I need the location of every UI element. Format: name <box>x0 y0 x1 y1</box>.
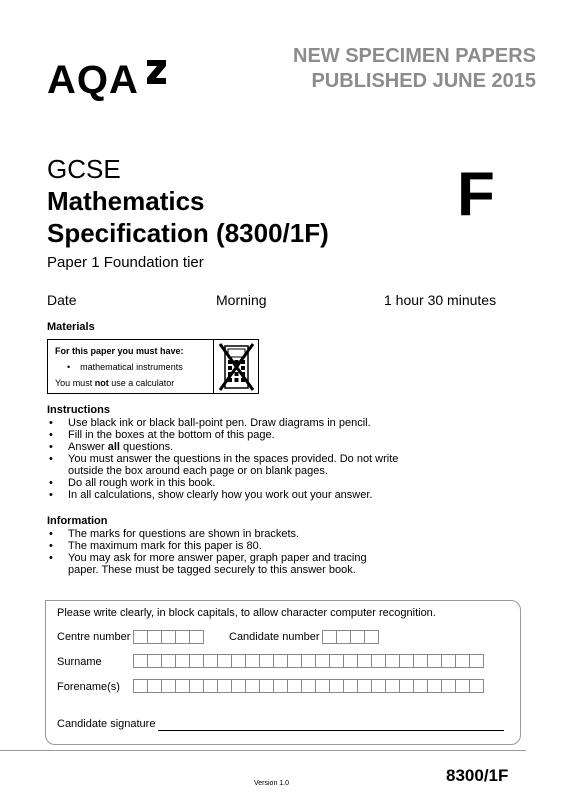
subject-title-line-1: Mathematics <box>47 186 205 216</box>
character-cell[interactable] <box>371 679 386 693</box>
character-cell[interactable] <box>301 679 316 693</box>
character-cell[interactable] <box>245 654 260 668</box>
character-cell[interactable] <box>469 679 484 693</box>
character-cell[interactable] <box>441 654 456 668</box>
character-cell[interactable] <box>357 679 372 693</box>
instructions-heading: Instructions <box>47 404 110 416</box>
banner-line-2: PUBLISHED JUNE 2015 <box>311 70 536 92</box>
specimen-banner <box>293 44 536 94</box>
character-cell[interactable] <box>357 654 372 668</box>
character-cell[interactable] <box>273 654 288 668</box>
instruction-item: • Use black ink or black ball-point pen. Draw diagrams in pencil. <box>47 417 407 429</box>
character-cell[interactable] <box>329 654 344 668</box>
character-cell[interactable] <box>427 654 442 668</box>
surname-label: Surname <box>57 656 102 668</box>
character-cell[interactable] <box>399 679 414 693</box>
information-item: • You may ask for more answer paper, graph paper and tracing paper. These must be tagged securely to this answer book. <box>47 552 397 576</box>
centre-number-label: Centre number <box>57 631 131 643</box>
character-cell[interactable] <box>217 679 232 693</box>
logo-flag-icon <box>144 58 170 86</box>
character-cell[interactable] <box>133 654 148 668</box>
footer-rule <box>0 750 526 751</box>
character-cell[interactable] <box>203 679 218 693</box>
character-cell[interactable] <box>469 654 484 668</box>
character-cell[interactable] <box>287 679 302 693</box>
exam-info-row <box>47 292 507 312</box>
character-cell[interactable] <box>315 679 330 693</box>
surname-boxes[interactable] <box>133 654 483 668</box>
no-calculator-icon <box>213 340 258 393</box>
candidate-number-boxes[interactable] <box>322 630 378 644</box>
materials-item: • mathematical instruments <box>79 362 213 372</box>
character-cell[interactable] <box>203 654 218 668</box>
subject-title-line-2: Specification (8300/1F) <box>47 218 329 248</box>
character-cell[interactable] <box>231 654 246 668</box>
character-cell[interactable] <box>413 654 428 668</box>
signature-label: Candidate signature <box>57 718 156 730</box>
duration: 1 hour 30 minutes <box>384 292 497 308</box>
instruction-item: • You must answer the questions in the spaces provided. Do not write outside the box around each page or on blank pages. <box>47 453 407 477</box>
character-cell[interactable] <box>455 679 470 693</box>
character-cell[interactable] <box>175 630 190 644</box>
character-cell[interactable] <box>259 654 274 668</box>
character-cell[interactable] <box>133 679 148 693</box>
instructions-list <box>47 417 407 501</box>
signature-line[interactable] <box>158 730 504 731</box>
character-cell[interactable] <box>399 654 414 668</box>
logo-text: AQA <box>47 58 139 102</box>
character-cell[interactable] <box>455 654 470 668</box>
character-cell[interactable] <box>189 679 204 693</box>
character-cell[interactable] <box>189 630 204 644</box>
character-cell[interactable] <box>273 679 288 693</box>
instruction-item: • In all calculations, show clearly how you work out your answer. <box>47 489 407 501</box>
materials-heading: Materials <box>47 321 95 333</box>
character-cell[interactable] <box>217 654 232 668</box>
character-cell[interactable] <box>343 654 358 668</box>
banner-line-1: NEW SPECIMEN PAPERS <box>293 45 536 67</box>
character-cell[interactable] <box>371 654 386 668</box>
character-cell[interactable] <box>245 679 260 693</box>
character-cell[interactable] <box>147 630 162 644</box>
character-cell[interactable] <box>385 679 400 693</box>
tier-letter: F <box>457 160 495 229</box>
information-item: • The marks for questions are shown in brackets. <box>47 528 397 540</box>
materials-box <box>47 339 259 394</box>
calculator-note-not: not <box>94 378 109 388</box>
instruction-item: • Answer all questions. <box>47 441 407 453</box>
character-cell[interactable] <box>350 630 365 644</box>
character-cell[interactable] <box>385 654 400 668</box>
materials-text <box>48 340 213 393</box>
character-cell[interactable] <box>343 679 358 693</box>
information-item: • The maximum mark for this paper is 80. <box>47 540 397 552</box>
candidate-note: Please write clearly, in block capitals, to allow character computer recognition. <box>57 607 436 619</box>
information-list <box>47 528 397 576</box>
character-cell[interactable] <box>231 679 246 693</box>
candidate-details-box <box>45 600 521 745</box>
character-cell[interactable] <box>147 679 162 693</box>
instruction-item: • Do all rough work in this book. <box>47 477 407 489</box>
calculator-note-post: use a calculator <box>108 378 175 388</box>
character-cell[interactable] <box>161 654 176 668</box>
character-cell[interactable] <box>189 654 204 668</box>
character-cell[interactable] <box>259 679 274 693</box>
subject-block <box>47 153 329 273</box>
character-cell[interactable] <box>441 679 456 693</box>
centre-number-boxes[interactable] <box>133 630 203 644</box>
forenames-label: Forename(s) <box>57 681 120 693</box>
character-cell[interactable] <box>287 654 302 668</box>
calculator-note-pre: You must <box>55 378 95 388</box>
character-cell[interactable] <box>413 679 428 693</box>
character-cell[interactable] <box>427 679 442 693</box>
character-cell[interactable] <box>301 654 316 668</box>
character-cell[interactable] <box>175 679 190 693</box>
qualification: GCSE <box>47 154 121 184</box>
materials-must-have: For this paper you must have: <box>55 346 184 356</box>
paper-name: Paper 1 Foundation tier <box>47 254 204 271</box>
character-cell[interactable] <box>175 654 190 668</box>
character-cell[interactable] <box>147 654 162 668</box>
character-cell[interactable] <box>161 630 176 644</box>
paper-code: 8300/1F <box>446 766 509 785</box>
date-label: Date <box>47 292 77 308</box>
character-cell[interactable] <box>336 630 351 644</box>
instruction-item: • Fill in the boxes at the bottom of this page. <box>47 429 407 441</box>
calculator-note <box>55 378 213 388</box>
candidate-number-label: Candidate number <box>229 631 320 643</box>
session: Morning <box>216 292 267 308</box>
aqa-logo <box>47 58 171 102</box>
character-cell[interactable] <box>161 679 176 693</box>
character-cell[interactable] <box>329 679 344 693</box>
forenames-boxes[interactable] <box>133 679 483 693</box>
information-heading: Information <box>47 515 108 527</box>
character-cell[interactable] <box>364 630 379 644</box>
character-cell[interactable] <box>133 630 148 644</box>
character-cell[interactable] <box>322 630 337 644</box>
character-cell[interactable] <box>315 654 330 668</box>
version: Version 1.0 <box>254 780 290 787</box>
